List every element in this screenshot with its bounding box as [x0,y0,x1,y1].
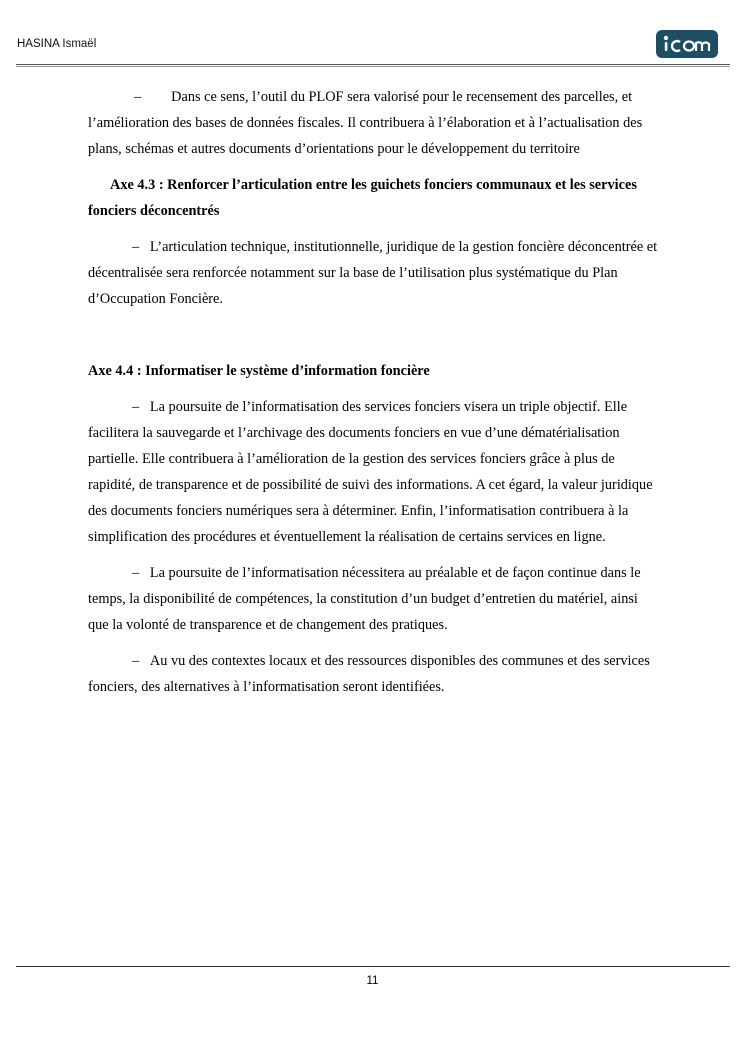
logo [656,30,718,58]
dash-bullet: – [132,399,140,415]
footer-rule [16,966,730,967]
header-rule [16,64,730,65]
header-author: HASINA Ismaël [17,38,97,50]
paragraph-articulation [88,234,660,312]
heading-axe-4-3: Axe 4.3 : Renforcer l’articulation entre les guichets fonciers communaux et les services fonciers déconcentrés [88,177,637,219]
paragraph-plof-rest: et l’amélioration des bases de données fiscales. Il contribuera à l’élaboration et à l’actualisation des plans, schémas et autres documents d’orientations pour le développement du territoire [88,89,643,157]
paragraph-prealable-text: La poursuite de l’informatisation nécessitera au préalable et de façon continue dans le temps, la disponibilité de compétences, la constitution d’un budget d’entretien du matériel, ainsi que la volonté de transparence et de changement des pratiques. [88,565,641,633]
dash-bullet: – [134,89,142,105]
paragraph-plof-first-line: Dans ce sens, l’outil du PLOF sera valorisé pour le recensement des parcelles, [171,89,619,105]
dash-bullet: – [132,653,140,669]
paragraph-informatisation-text: La poursuite de l’informatisation des services fonciers visera un triple objectif. Elle facilitera la sauvegarde et l’archivage des documents fonciers en vue d’une dématérialisation partielle. Elle contribuera à l’amélioration de la gestion des services fonciers grâce à plus de rapidité, de transparence et de possibilité de suivi des informations. A cet égard, la valeur juridique des documents fonciers numériques sera à déterminer. Enfin, l’informatisation contribuera à la simplification des procédures et éventuellement la réalisation de certains services en ligne. [88,399,653,545]
paragraph-articulation-text: L’articulation technique, institutionnelle, juridique de la gestion foncière déconcentrée et décentralisée sera renforcée notamment sur la base de l’utilisation plus systématique du Plan d’Occupation Foncière. [88,239,658,307]
dash-bullet: – [132,239,140,255]
page-number: 11 [366,975,379,987]
dash-bullet: – [132,565,140,581]
paragraph-alternatives [88,648,660,700]
heading-axe-4-4: Axe 4.4 : Informatiser le système d’information foncière [88,363,430,379]
paragraph-alternatives-text: Au vu des contextes locaux et des ressources disponibles des communes et des services fonciers, des alternatives à l’informatisation seront identifiées. [88,653,650,695]
paragraph-prealable [88,560,660,638]
paragraph-plof [88,84,660,162]
page-body [88,84,660,710]
paragraph-informatisation [88,394,660,550]
header-rule-secondary [16,66,730,67]
logo-mark-icon [661,34,713,54]
